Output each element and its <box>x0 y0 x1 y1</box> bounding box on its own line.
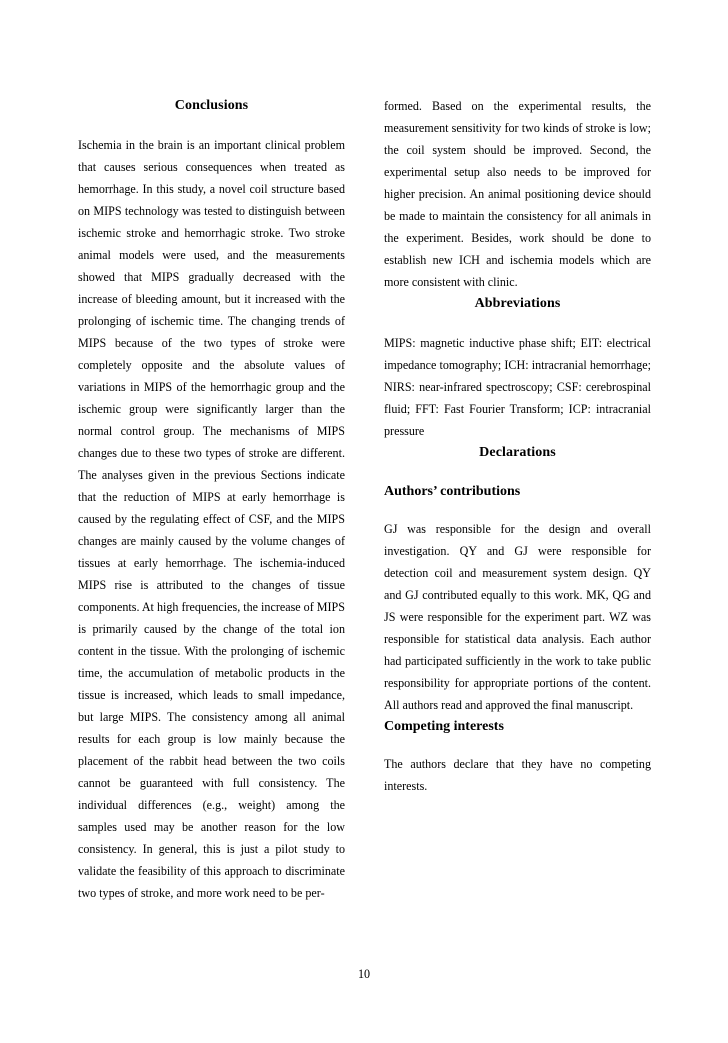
authors-contributions-paragraph: GJ was responsible for the design and overall investigation. QY and GJ were responsible for detection coil and measurement system design. QY and GJ contributed equally to this work. MK, QG and JS were responsible for the experiment part. WZ was responsible for statistical data analysis. Each author had participated sufficiently in the work to take public responsibility for appropriate portions of the content. All authors read and approved the final manuscript. <box>384 522 651 712</box>
competing-interests-heading: Competing interests <box>384 719 504 734</box>
page-number: 10 <box>357 967 371 981</box>
conclusions-paragraph: Ischemia in the brain is an important clinical problem that causes serious consequences when treated as hemorrhage. In this study, a novel coil structure based on MIPS technology was tested to distinguish between ischemic stroke and hemorrhagic stroke. Two stroke animal models were used, and the measurements showed that MIPS gradually decreased with the increase of bleeding amount, but it increased with the prolonging of ischemic time. The changing trends of MIPS because of the two types of stroke were completely opposite and the absolute values of variations in MIPS of the hemorrhagic group and the ischemic group were significantly larger than the normal control group. The mechanisms of MIPS changes due to these two types of stroke are different. The analyses given in the previous Sections indicate that the reduction of MIPS at early hemorrhage is caused by the regulating effect of CSF, and the MIPS changes are mainly caused by the volume changes of tissues at early hemorrhage. The ischemia-induced MIPS rise is attributed to the changes of tissue components. At high frequencies, the increase of MIPS is primarily caused by the change of the total ion content in the tissue. With the prolonging of ischemic time, the accumulation of metabolic products in the tissue is increased, which leads to small impedance, but large MIPS. The consistency among all animal results for each group is low mainly because the placement of the rabbit head between the two coils cannot be guaranteed with full consistency. The individual differences (e.g., weight) among the samples used may be another reason for the low consistency. In general, this is just a pilot study to validate the feasibility of this approach to discriminate two types of stroke, and more work need to be per- <box>78 138 346 900</box>
two-column-body <box>78 95 651 950</box>
competing-interests-paragraph: The authors declare that they have no competing interests. <box>384 757 651 793</box>
declarations-heading: Declarations <box>479 445 556 460</box>
abbreviations-heading: Abbreviations <box>474 296 561 311</box>
conclusions-continuation-paragraph: formed. Based on the experimental results, the measurement sensitivity for two kinds of stroke is low; the coil system should be improved. Second, the experimental setup also needs to be improved for higher precision. An animal positioning device should be made to maintain the consistency for all animals in the experiment. Besides, work should be done to establish new ICH and ischemia models which are more consistent with clinic. <box>384 99 651 289</box>
abbreviations-paragraph: MIPS: magnetic inductive phase shift; EIT: electrical impedance tomography; ICH: intracranial hemorrhage; NIRS: near-infrared spectroscopy; CSF: cerebrospinal fluid; FFT: Fast Fourier Transform; ICP: intracranial pressure <box>384 336 651 438</box>
conclusions-heading: Conclusions <box>174 98 249 113</box>
authors-contributions-heading: Authors’ contributions <box>384 484 521 499</box>
right-column <box>384 95 651 950</box>
left-column <box>78 95 345 950</box>
